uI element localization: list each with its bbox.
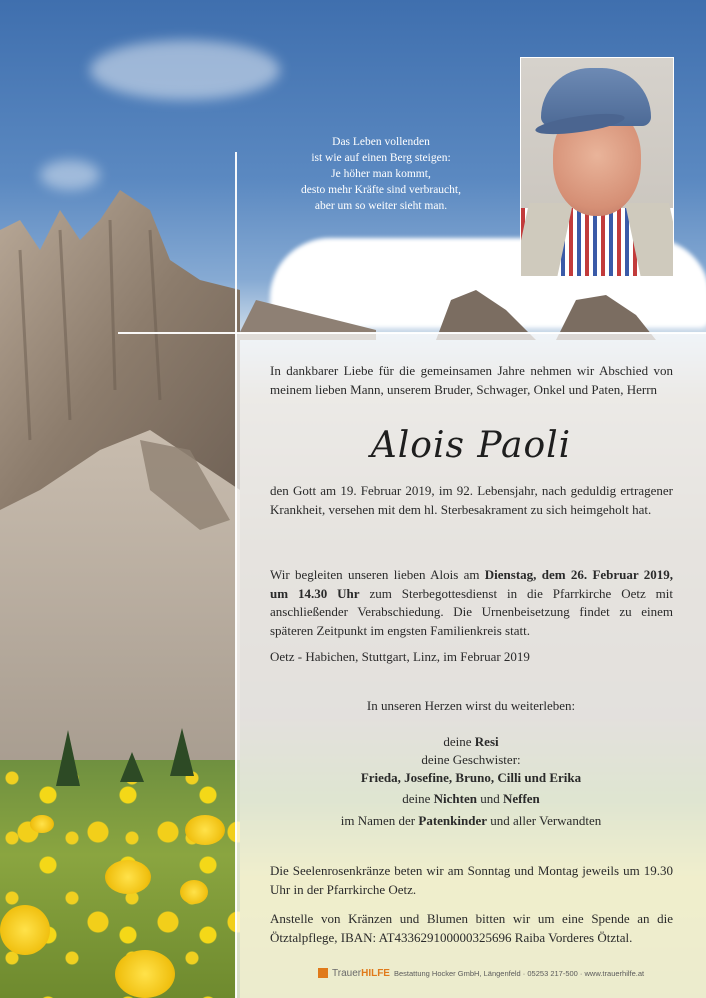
mourner-prefix: deine (443, 734, 475, 749)
mourner-prefix: im Namen der (340, 813, 419, 828)
intro-paragraph: In dankbarer Liebe für die gemeinsamen Jahre nehmen wir Abschied von meinem lieben Mann, unserem Bruder, Schwager, Onkel und Paten, Herrn (270, 363, 673, 397)
mourner-nieces-nephews (236, 790, 706, 809)
cross-horizontal-line (118, 332, 706, 334)
deceased-name: Alois Paoli (370, 425, 572, 466)
buttercup-flower-icon (185, 815, 225, 845)
buttercup-flower-icon (0, 905, 50, 955)
passing-paragraph: den Gott am 19. Februar 2019, im 92. Lebensjahr, nach geduldig ertragener Krankheit, versehen mit dem hl. Sterbesakrament zu sich heimgeholt hat. (270, 483, 673, 517)
mourner-godchildren (236, 812, 706, 831)
mourner-siblings-names: Frieda, Josefine, Bruno, Cilli und Erika (360, 770, 582, 785)
mourner-suffix: und aller Verwandten (487, 813, 602, 828)
buttercup-flower-icon (180, 880, 208, 904)
quote-line: Das Leben vollenden (332, 136, 430, 148)
pine-tree-icon (170, 728, 194, 776)
quote-line: desto mehr Kräfte sind verbraucht, (301, 184, 461, 196)
quote-line: ist wie auf einen Berg steigen: (311, 152, 451, 164)
pine-tree-icon (56, 730, 80, 786)
cloud-wisp (40, 160, 100, 190)
footer-details: Bestattung Hocker GmbH, Längenfeld · 05253 217-500 · www.trauerhilfe.at (393, 968, 645, 978)
mourner-prefix: deine (402, 791, 434, 806)
farewell-line: In unseren Herzen wirst du weiterleben: (366, 698, 576, 713)
quote-line: Je höher man kommt, (331, 168, 431, 180)
memorial-quote (276, 134, 486, 214)
rosary-paragraph: Die Seelenrosenkränze beten wir am Sonntag und Montag jeweils um 19.30 Uhr in der Pfarrkirche Oetz. (270, 863, 673, 897)
mountain-rocks-illustration (0, 190, 240, 770)
footer-brand-a: Trauer (332, 967, 362, 979)
portrait-photo (520, 57, 674, 277)
mourner-conjunction: und (476, 791, 503, 806)
pine-tree-icon (120, 752, 144, 782)
mourner-godchildren-bold: Patenkinder (418, 813, 488, 828)
mourner-nieces: Nichten (433, 791, 477, 806)
footer-brand-b: HILFE (361, 967, 390, 979)
cross-vertical-line (235, 152, 237, 998)
mourner-siblings-label: deine Geschwister: (421, 752, 521, 767)
buttercup-flower-icon (115, 950, 175, 998)
buttercup-flower-icon (105, 860, 151, 894)
mourner-wife (236, 733, 706, 752)
footer (318, 965, 644, 981)
funeral-paragraph (270, 566, 673, 640)
place-date: Oetz - Habichen, Stuttgart, Linz, im Februar 2019 (270, 649, 530, 664)
footer-brand (332, 968, 390, 979)
cloud-wisp (90, 40, 280, 100)
donation-paragraph: Anstelle von Kränzen und Blumen bitten wir um eine Spende an die Ötztalpflege, IBAN: AT433629100000325696 Raiba Vorderes Ötztal. (270, 911, 673, 945)
funeral-date: Dienstag, dem 26. Februar 2019, (484, 567, 673, 582)
distant-peaks-illustration (236, 280, 706, 340)
mourner-nephews: Neffen (502, 791, 540, 806)
mourner-wife-name: Resi (474, 734, 499, 749)
quote-line: aber um so weiter sieht man. (314, 200, 448, 212)
buttercup-flower-icon (30, 815, 54, 833)
funeral-text: Wir begleiten unseren lieben Alois am (270, 567, 485, 582)
trauerhilfe-logo-icon (318, 968, 328, 978)
funeral-time: um 14.30 Uhr (270, 585, 360, 601)
funeral-text: zum Sterbegottesdienst in die Pfarrkirche Oetz mit anschließender Verabschiedung. Die Urnenbeisetzung findet zu einem späteren Zeitpunkt im engsten Familienkreis statt. (270, 585, 673, 638)
